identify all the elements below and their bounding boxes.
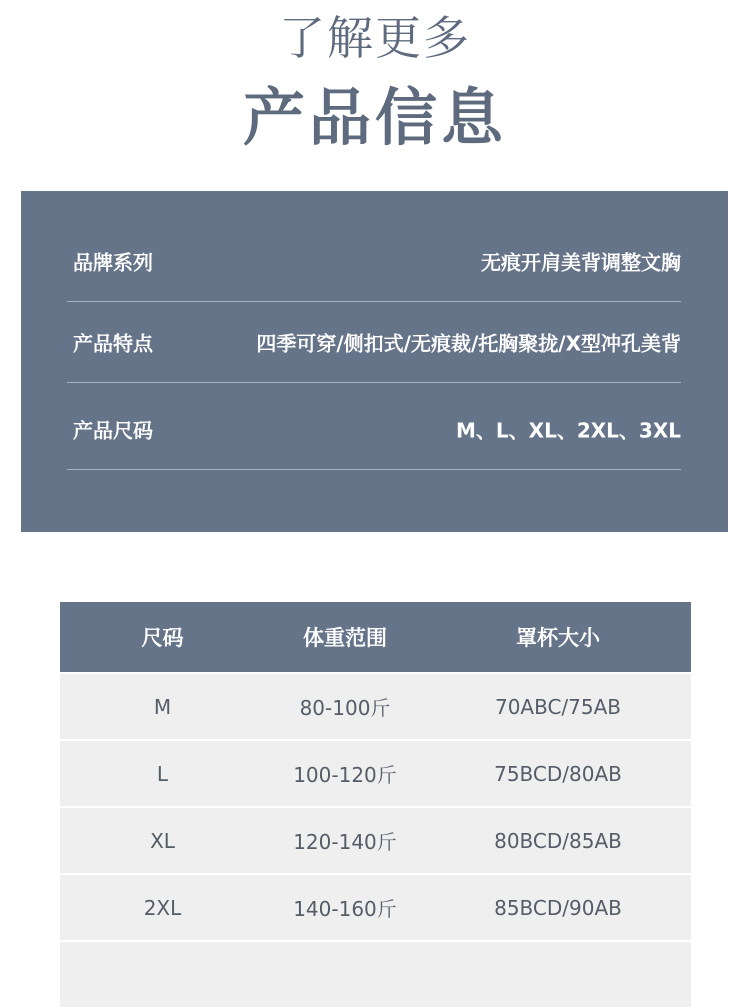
cell-cup: 70ABC/75AB [425, 673, 691, 740]
section-title: 产品信息 [242, 81, 507, 154]
info-label: 产品特点 [73, 331, 153, 356]
cell-empty [265, 941, 425, 1007]
cell-size: M [60, 673, 265, 740]
table-row-partial [60, 941, 691, 1007]
info-row-sizes [67, 389, 681, 470]
table-row [60, 673, 691, 740]
cell-cup: 75BCD/80AB [425, 740, 691, 807]
info-value: 四季可穿/侧扣式/无痕裁/托胸聚拢/X型冲孔美背 [256, 331, 681, 356]
cell-weight: 100-120斤 [265, 740, 425, 807]
cell-size: 2XL [60, 874, 265, 941]
cell-empty [60, 941, 265, 1007]
info-label: 产品尺码 [73, 418, 153, 443]
cell-size: XL [60, 807, 265, 874]
info-value: 无痕开肩美背调整文胸 [481, 250, 681, 275]
cell-cup: 85BCD/90AB [425, 874, 691, 941]
cell-size: L [60, 740, 265, 807]
column-header-weight: 体重范围 [265, 602, 425, 673]
cell-empty [425, 941, 691, 1007]
cell-weight: 120-140斤 [265, 807, 425, 874]
info-row-brand [67, 221, 681, 302]
cell-weight: 140-160斤 [265, 874, 425, 941]
cell-weight: 80-100斤 [265, 673, 425, 740]
section-subtitle: 了解更多 [279, 11, 471, 65]
size-table [60, 602, 691, 1007]
table-row [60, 874, 691, 941]
info-label: 品牌系列 [73, 250, 153, 275]
info-value: M、L、XL、2XL、3XL [456, 418, 681, 443]
product-info-panel [21, 191, 728, 532]
cell-cup: 80BCD/85AB [425, 807, 691, 874]
table-row [60, 740, 691, 807]
table-row [60, 807, 691, 874]
column-header-size: 尺码 [60, 602, 265, 673]
column-header-cup: 罩杯大小 [425, 602, 691, 673]
info-row-features [67, 302, 681, 383]
table-header-row [60, 602, 691, 673]
